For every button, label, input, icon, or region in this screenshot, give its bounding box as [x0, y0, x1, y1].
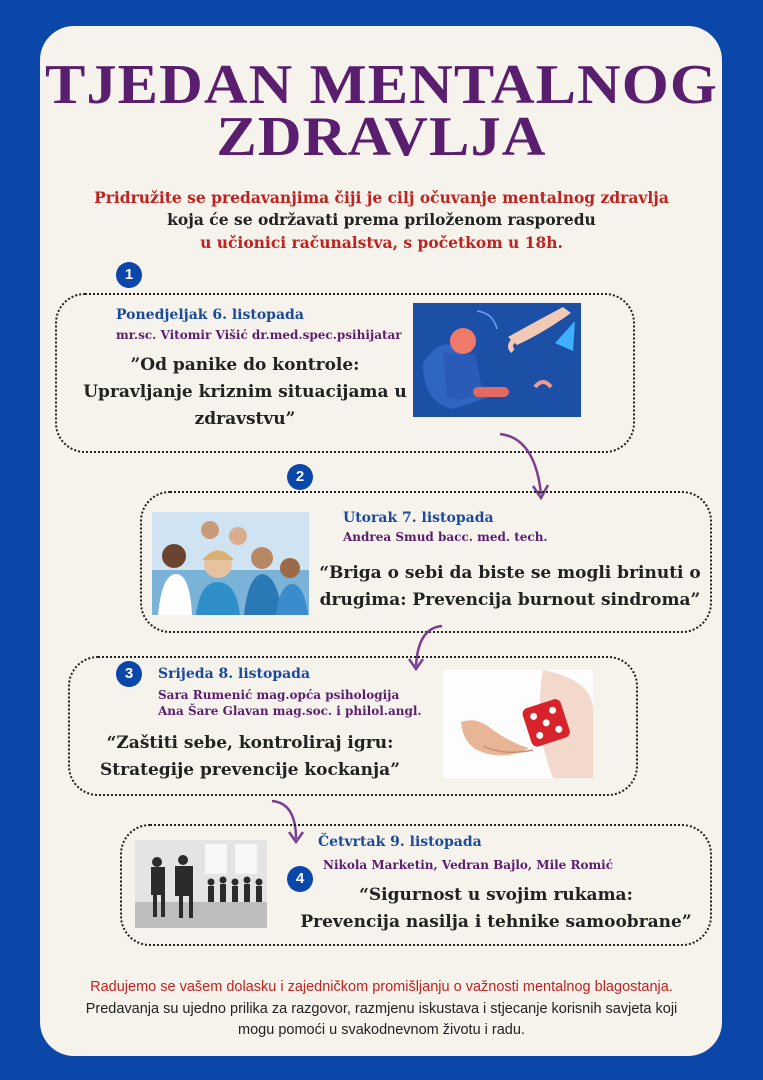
poster-title-line2: ZDRAVLJA [216, 106, 547, 168]
event-3-quote-line2: Strategije prevencije kockanja” [100, 760, 400, 780]
event-3-number-badge: 3 [116, 661, 142, 687]
event-4-number-badge: 4 [287, 866, 313, 892]
event-4-date: Četvrtak 9. listopada [318, 834, 482, 850]
event-1-number-badge: 1 [116, 262, 142, 288]
event-4-quote-line2: Prevencija nasilja i tehnike samoobrane” [300, 912, 692, 932]
event-2-photo [152, 512, 309, 615]
event-1-quote-line2: Upravljanje kriznim situacijama u [83, 382, 407, 402]
event-1-quote [80, 352, 410, 433]
intro-line2: koja će se održavati prema priloženom rasporedu [167, 210, 596, 229]
event-3-quote [90, 730, 410, 784]
event-3-photo [443, 670, 593, 778]
event-3-quote-line1: “Zaštiti sebe, kontroliraj igru: [106, 733, 394, 753]
footer-line1: Radujemo se vašem dolasku i zajedničkom promišljanju o važnosti mentalnog blagostanja. [90, 979, 673, 995]
event-1-date: Ponedjeljak 6. listopada [116, 307, 304, 323]
intro-line1: Pridružite se predavanjima čiji je cilj očuvanje mentalnog zdravlja [94, 188, 669, 207]
event-4-photo [135, 840, 267, 928]
poster-title-line1: TJEDAN MENTALNOG [44, 54, 719, 116]
event-2-speaker: Andrea Smud bacc. med. tech. [343, 530, 548, 544]
event-1-speaker: mr.sc. Vitomir Višić dr.med.spec.psihijatar [116, 328, 402, 342]
event-1-quote-line3: zdravstvu” [194, 409, 296, 429]
event-4-quote-line1: “Sigurnost u svojim rukama: [359, 885, 633, 905]
footer-line2: Predavanja su ujedno prilika za razgovor, razmjenu iskustava i stjecanje korisnih savjeta koji [85, 1001, 678, 1017]
event-2-date: Utorak 7. listopada [343, 510, 494, 526]
event-3-date: Srijeda 8. listopada [158, 666, 311, 682]
footer-line3: mogu pomoći u svakodnevnom životu i radu. [238, 1022, 525, 1038]
event-4-quote [300, 882, 692, 936]
event-2-quote-line1: “Briga o sebi da biste se mogli brinuti o [319, 563, 701, 583]
event-2-quote-line2: drugima: Prevencija burnout sindroma” [319, 590, 701, 610]
event-2-number-badge: 2 [287, 464, 313, 490]
intro-line3: u učionici računalstva, s početkom u 18h. [200, 233, 563, 252]
event-2-quote [318, 560, 702, 614]
event-3-speaker-1: Sara Rumenić mag.opća psihologija [158, 688, 400, 702]
event-1-quote-line1: ”Od panike do kontrole: [130, 355, 360, 375]
event-1-illustration [413, 303, 581, 417]
event-4-speaker: Nikola Marketin, Vedran Bajlo, Mile Romić [323, 858, 614, 872]
event-3-speaker-2: Ana Šare Glavan mag.soc. i philol.angl. [158, 704, 422, 718]
